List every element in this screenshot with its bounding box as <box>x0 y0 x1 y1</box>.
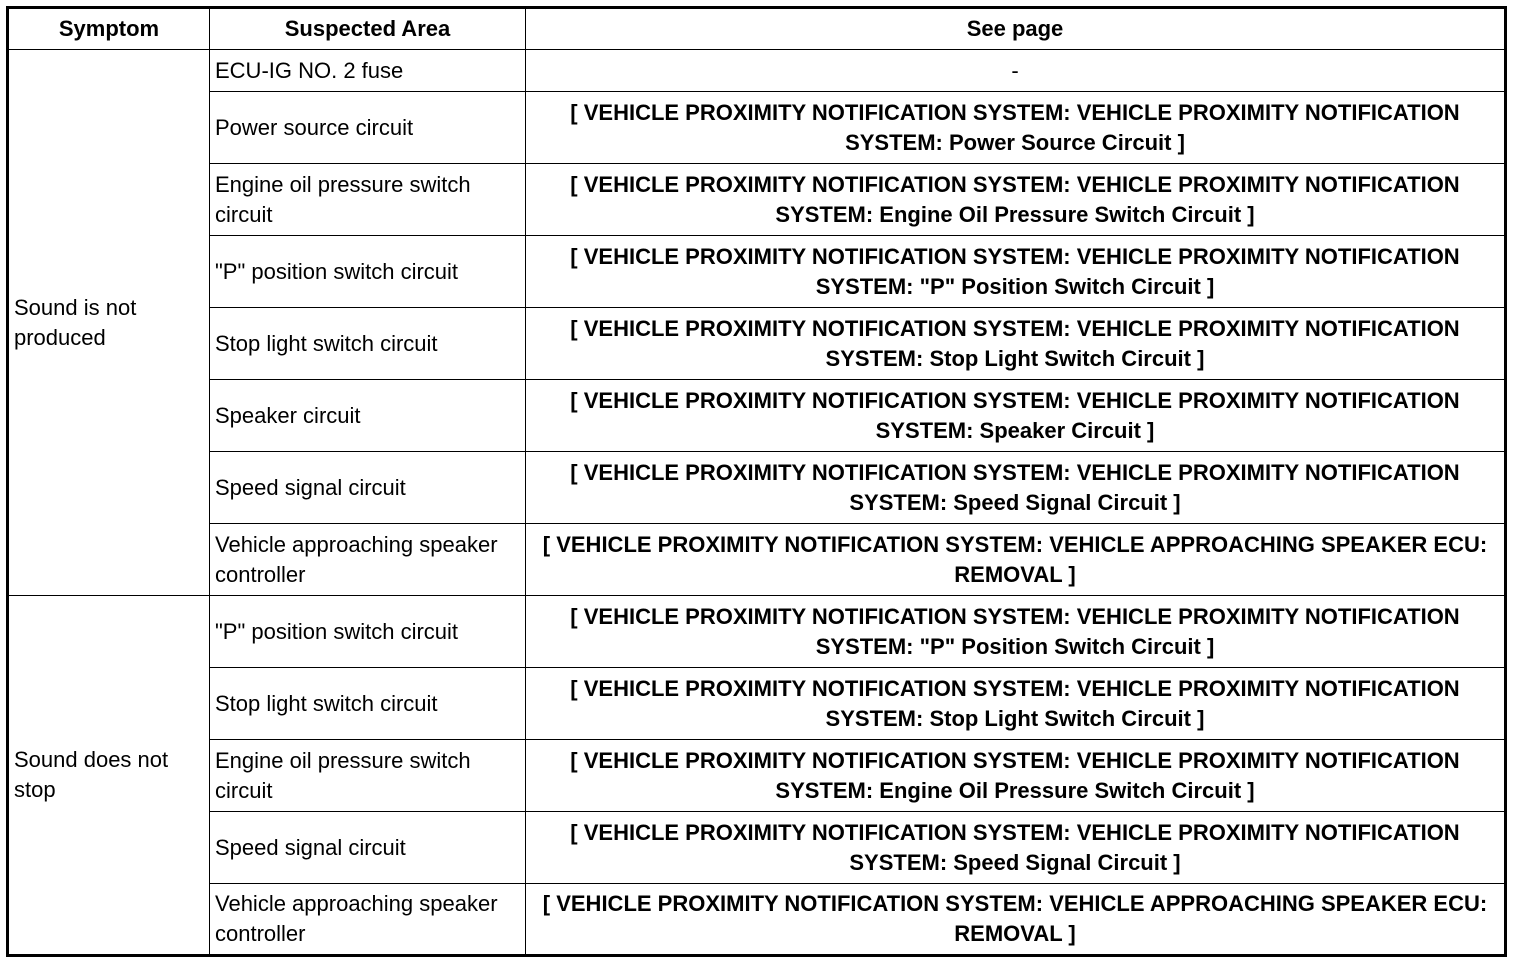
see-page-link[interactable]: [ VEHICLE PROXIMITY NOTIFICATION SYSTEM: VEHICLE PROXIMITY NOTIFICATION SYSTEM: Speaker Circuit ] <box>526 380 1506 452</box>
see-page-link[interactable]: [ VEHICLE PROXIMITY NOTIFICATION SYSTEM: VEHICLE PROXIMITY NOTIFICATION SYSTEM: Stop Light Switch Circuit ] <box>526 308 1506 380</box>
see-page-link[interactable]: [ VEHICLE PROXIMITY NOTIFICATION SYSTEM: VEHICLE APPROACHING SPEAKER ECU: REMOVAL ] <box>526 884 1506 956</box>
table-row <box>8 812 1506 884</box>
suspected-area-cell: Speed signal circuit <box>210 812 526 884</box>
suspected-area-cell: Vehicle approaching speaker controller <box>210 524 526 596</box>
suspected-area-cell: Speaker circuit <box>210 380 526 452</box>
table-row <box>8 524 1506 596</box>
table-body <box>8 50 1506 956</box>
table-row <box>8 308 1506 380</box>
suspected-area-cell: "P" position switch circuit <box>210 596 526 668</box>
header-symptom: Symptom <box>8 8 210 50</box>
suspected-area-cell: Speed signal circuit <box>210 452 526 524</box>
suspected-area-cell: "P" position switch circuit <box>210 236 526 308</box>
see-page-link[interactable]: [ VEHICLE PROXIMITY NOTIFICATION SYSTEM: VEHICLE PROXIMITY NOTIFICATION SYSTEM: Speed Signal Circuit ] <box>526 812 1506 884</box>
header-see-page: See page <box>526 8 1506 50</box>
symptom-table <box>6 6 1507 957</box>
suspected-area-cell: Stop light switch circuit <box>210 308 526 380</box>
header-row <box>8 8 1506 50</box>
see-page-link[interactable]: [ VEHICLE PROXIMITY NOTIFICATION SYSTEM: VEHICLE PROXIMITY NOTIFICATION SYSTEM: Power Source Circuit ] <box>526 92 1506 164</box>
table-row <box>8 452 1506 524</box>
table-row <box>8 884 1506 956</box>
see-page-link[interactable]: [ VEHICLE PROXIMITY NOTIFICATION SYSTEM: VEHICLE PROXIMITY NOTIFICATION SYSTEM: "P" Position Switch Circuit ] <box>526 236 1506 308</box>
header-suspected-area: Suspected Area <box>210 8 526 50</box>
table-row <box>8 596 1506 668</box>
table-row <box>8 380 1506 452</box>
see-page-cell: - <box>526 50 1506 92</box>
suspected-area-cell: Vehicle approaching speaker controller <box>210 884 526 956</box>
table-row <box>8 236 1506 308</box>
suspected-area-cell: Stop light switch circuit <box>210 668 526 740</box>
suspected-area-cell: ECU-IG NO. 2 fuse <box>210 50 526 92</box>
see-page-link[interactable]: [ VEHICLE PROXIMITY NOTIFICATION SYSTEM: VEHICLE PROXIMITY NOTIFICATION SYSTEM: Engine Oil Pressure Switch Circuit ] <box>526 740 1506 812</box>
symptom-cell: Sound does not stop <box>8 596 210 956</box>
see-page-link[interactable]: [ VEHICLE PROXIMITY NOTIFICATION SYSTEM: VEHICLE APPROACHING SPEAKER ECU: REMOVAL ] <box>526 524 1506 596</box>
see-page-link[interactable]: [ VEHICLE PROXIMITY NOTIFICATION SYSTEM: VEHICLE PROXIMITY NOTIFICATION SYSTEM: Stop Light Switch Circuit ] <box>526 668 1506 740</box>
suspected-area-cell: Engine oil pressure switch circuit <box>210 740 526 812</box>
see-page-link[interactable]: [ VEHICLE PROXIMITY NOTIFICATION SYSTEM: VEHICLE PROXIMITY NOTIFICATION SYSTEM: Engine Oil Pressure Switch Circuit ] <box>526 164 1506 236</box>
suspected-area-cell: Engine oil pressure switch circuit <box>210 164 526 236</box>
symptom-cell: Sound is not produced <box>8 50 210 596</box>
table-row <box>8 740 1506 812</box>
table-row <box>8 668 1506 740</box>
table-row <box>8 164 1506 236</box>
see-page-link[interactable]: [ VEHICLE PROXIMITY NOTIFICATION SYSTEM: VEHICLE PROXIMITY NOTIFICATION SYSTEM: Speed Signal Circuit ] <box>526 452 1506 524</box>
table-row <box>8 92 1506 164</box>
table-row <box>8 50 1506 92</box>
see-page-link[interactable]: [ VEHICLE PROXIMITY NOTIFICATION SYSTEM: VEHICLE PROXIMITY NOTIFICATION SYSTEM: "P" Position Switch Circuit ] <box>526 596 1506 668</box>
table-header <box>8 8 1506 50</box>
suspected-area-cell: Power source circuit <box>210 92 526 164</box>
